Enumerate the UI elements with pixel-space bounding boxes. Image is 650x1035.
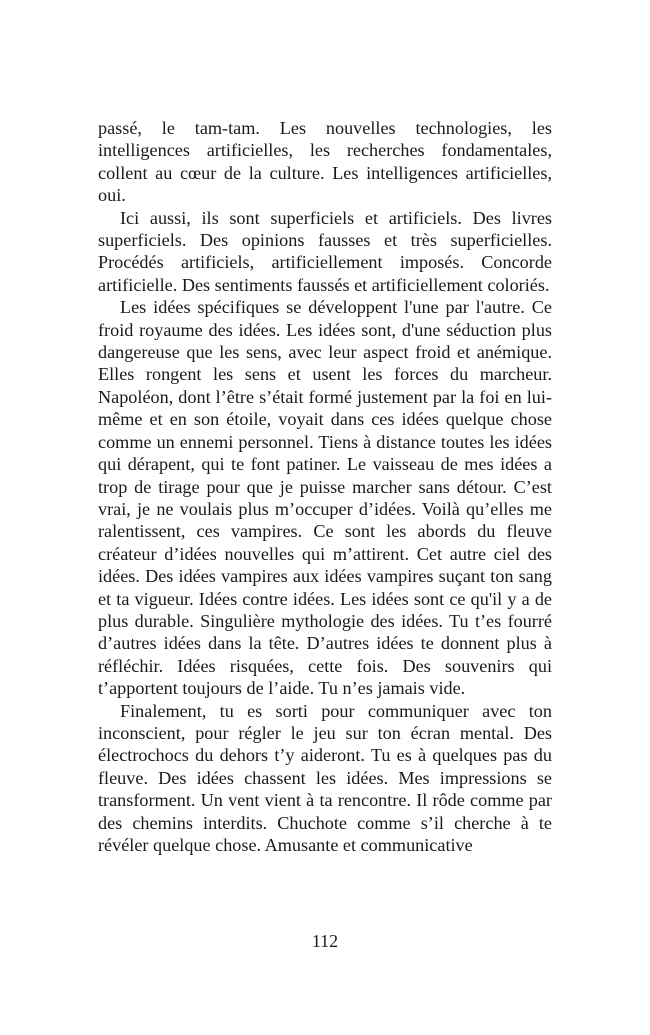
paragraph-2: Ici aussi, ils sont superficiels et artificiels. Des livres superficiels. Des opinions fausses et très superficielles. Procédés artificiels, artificiellement imposés. Concorde artificielle. Des sentiments faussés et artificiellement coloriés. [98, 207, 552, 295]
paragraph-3: Les idées spécifiques se développent l'une par l'autre. Ce froid royaume des idées. Les idées sont, d'une séduction plus dangereuse que les sens, avec leur aspect froid et anémique. Elles rongent les sens et usent les forces du marcheur. Napoléon, dont l’être s’était formé justement par la foi en lui-même et en son étoile, voyait dans ces idées quelque chose comme un ennemi personnel. Tiens à distance toutes les idées qui dérapent, qui te font patiner. Le vaisseau de mes idées a trop de tirage pour que je puisse marcher sans détour. C’est vrai, je ne voulais plus m’occuper d’idées. Voilà qu’elles me ralentissent, ces vampires. Ce sont les abords du fleuve créateur d’idées nouvelles qui m’attirent. Cet autre ciel des idées. Des idées vampires aux idées vampires suçant ton sang et ta vigueur. Idées contre idées. Les idées sont ce qu'il y a de plus durable. Singulière mythologie des idées. Tu t’es fourré d’autres idées dans la tête. D’autres idées te donnent plus à réfléchir. Idées risquées, cette fois. Des souvenirs qui t’apportent toujours de l’aide. Tu n’es jamais vide. [98, 297, 552, 699]
page-body [98, 117, 552, 856]
page-number: 112 [311, 931, 339, 951]
paragraph-1: passé, le tam-tam. Les nouvelles technologies, les intelligences artificielles, les recherches fondamentales, collent au cœur de la culture. Les intelligences artificielles, oui. [98, 118, 552, 206]
paragraph-4: Finalement, tu es sorti pour communiquer avec ton inconscient, pour régler le jeu sur ton écran mental. Des électrochocs du dehors t’y aideront. Tu es à quelques pas du fleuve. Des idées chassent les idées. Mes impressions se transforment. Un vent vient à ta rencontre. Il rôde comme par des chemins interdits. Chuchote comme s’il cherche à te révéler quelque chose. Amusante et communicative [98, 700, 552, 855]
